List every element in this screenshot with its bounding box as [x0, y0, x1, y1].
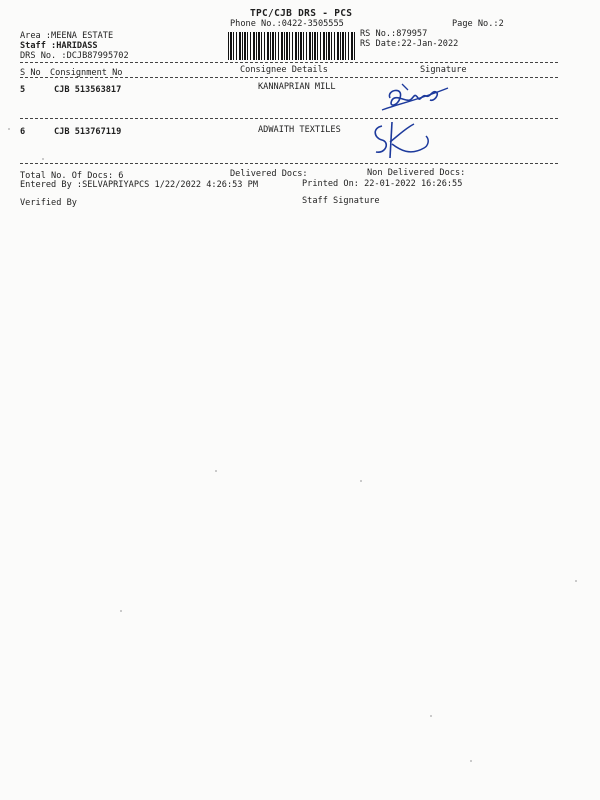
verified-by-label: Verified By [20, 198, 77, 208]
divider-line [20, 163, 558, 164]
paper-speck [575, 580, 577, 582]
row-consignment-no: CJB 513563817 [54, 85, 122, 95]
staff-signature-label: Staff Signature [302, 196, 380, 206]
row-sno: 5 [20, 85, 26, 95]
signature-image [366, 118, 436, 164]
paper-speck [430, 715, 432, 717]
divider-line [20, 77, 558, 78]
printed-on: Printed On: 22-01-2022 16:26:55 [302, 179, 463, 189]
paper-speck [8, 128, 10, 130]
delivered-docs: Delivered Docs: [230, 169, 308, 179]
paper-speck [360, 480, 362, 482]
paper-speck [42, 158, 44, 160]
paper-speck [470, 760, 472, 762]
area-label: Area :MEENA ESTATE [20, 31, 114, 41]
row-consignee: ADWAITH TEXTILES [258, 125, 341, 135]
row-sno: 6 [20, 127, 26, 137]
divider-line [20, 62, 558, 63]
column-header-sno: S No [20, 68, 41, 78]
entered-by: Entered By :SELVAPRIYAPCS 1/22/2022 4:26:53 PM [20, 180, 258, 190]
column-header-consignee: Consignee Details [240, 65, 328, 75]
column-header-signature: Signature [420, 65, 467, 75]
page-number: Page No.:2 [452, 19, 504, 29]
column-header-consignment: Consignment No [50, 68, 123, 78]
barcode-image [228, 32, 356, 60]
total-docs: Total No. Of Docs: 6 [20, 171, 124, 181]
document-title: TPC/CJB DRS - PCS [250, 8, 353, 19]
divider-line [20, 118, 558, 119]
signature-image [378, 80, 458, 120]
non-delivered-docs: Non Delivered Docs: [367, 168, 466, 178]
staff-label: Staff :HARIDASS [20, 41, 98, 51]
rs-number: RS No.:879957 [360, 29, 428, 39]
phone-number: Phone No.:0422-3505555 [230, 19, 344, 29]
paper-speck [120, 610, 122, 612]
rs-date: RS Date:22-Jan-2022 [360, 39, 459, 49]
drs-number: DRS No. :DCJB87995702 [20, 51, 129, 61]
row-consignment-no: CJB 513767119 [54, 127, 122, 137]
paper-speck [215, 470, 217, 472]
row-consignee: KANNAPRIAN MILL [258, 82, 336, 92]
